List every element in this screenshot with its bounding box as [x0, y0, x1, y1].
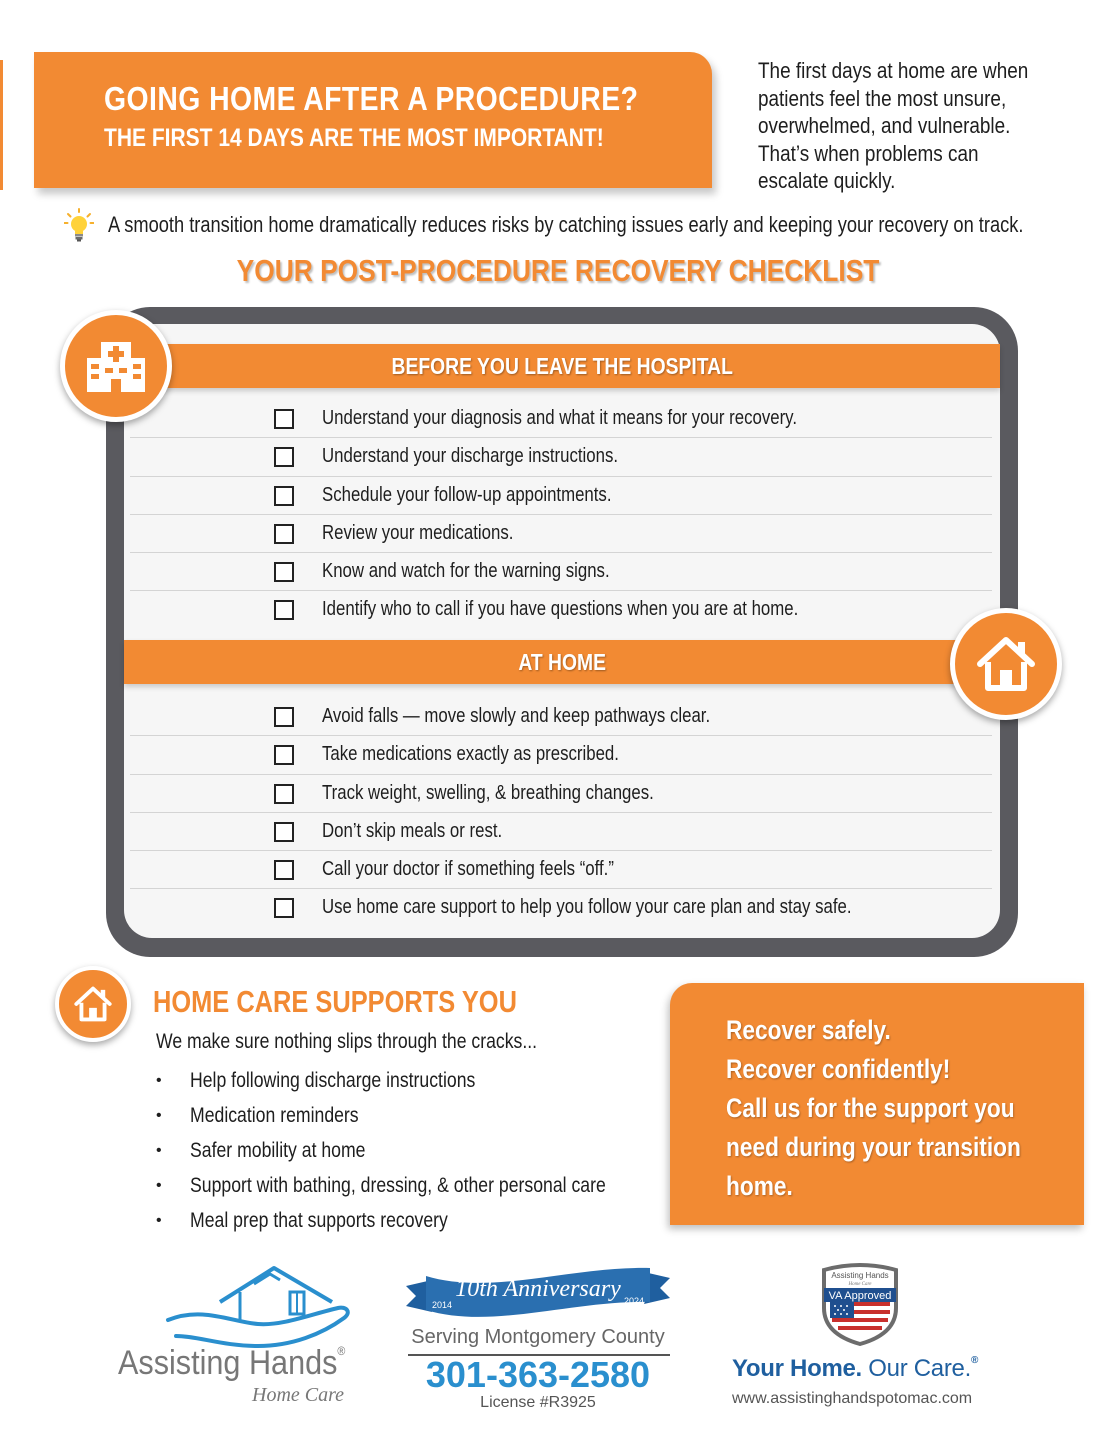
header-banner [34, 52, 712, 188]
checklist-item-label: Review your medications. [322, 521, 514, 544]
intro-line: That’s when problems can [758, 140, 979, 166]
bullet: • [156, 1211, 162, 1229]
list-item [156, 1098, 685, 1133]
checklist-item-label: Understand your diagnosis and what it means for your recovery. [322, 407, 797, 429]
list-item [156, 1133, 685, 1168]
checkbox[interactable] [274, 707, 294, 727]
checklist-item-label: Know and watch for the warning signs. [322, 560, 610, 583]
header-subtitle: THE FIRST 14 DAYS ARE THE MOST IMPORTANT! [104, 124, 604, 152]
checklist-item [130, 698, 992, 736]
list-item-label: Meal prep that supports recovery [190, 1208, 448, 1232]
checklist-item-label: Avoid falls — move slowly and keep pathways clear. [322, 705, 711, 727]
house-in-hand-logo-icon [162, 1262, 362, 1352]
tip-text: A smooth transition home dramatically reduces risks by catching issues early and keeping your recovery on track. [108, 212, 1024, 237]
checkbox[interactable] [274, 822, 294, 842]
callout-line: Recover confidently! [726, 1054, 951, 1084]
svg-text:Home Care: Home Care [848, 1282, 872, 1287]
checklist-item [130, 515, 992, 553]
tagline: Your Home. Our Care.® [732, 1355, 979, 1382]
intro-line: overwhelmed, and vulnerable. [758, 113, 1011, 138]
website-link[interactable]: www.assistinghandspotomac.com [732, 1390, 973, 1407]
anniversary-start-year: 2014 [432, 1300, 453, 1310]
checkbox[interactable] [274, 898, 294, 918]
intro-line: escalate quickly. [758, 168, 896, 193]
header-title: GOING HOME AFTER A PROCEDURE? [104, 80, 639, 117]
checkbox[interactable] [274, 784, 294, 804]
checklist-item-label: Use home care support to help you follow your care plan and stay safe. [322, 896, 852, 919]
list-item [156, 1168, 685, 1203]
checkbox[interactable] [274, 745, 294, 765]
anniversary-end-year: 2024 [624, 1296, 645, 1306]
checklist-item [130, 438, 992, 476]
section-title: AT HOME [518, 649, 606, 675]
anniversary-text: 10th Anniversary [455, 1276, 621, 1302]
bullet: • [156, 1176, 162, 1194]
checklist-item [130, 889, 992, 927]
callout-line: Recover safely. [726, 1015, 891, 1045]
checklist-item [130, 775, 992, 813]
bullet: • [156, 1106, 162, 1124]
supports-title: HOME CARE SUPPORTS YOU [153, 984, 517, 1019]
callout-box [670, 983, 1084, 1225]
list-item-label: Support with bathing, dressing, & other personal care [190, 1173, 606, 1197]
section-header-home [124, 640, 1000, 684]
checklist-item-label: Don’t skip meals or rest. [322, 819, 503, 842]
logo-subtitle: Home Care [252, 1384, 345, 1406]
checklist-home [130, 698, 992, 928]
anniversary-block [402, 1262, 674, 1412]
checkbox[interactable] [274, 600, 294, 620]
checkbox[interactable] [274, 860, 294, 880]
checklist-item [130, 591, 992, 629]
svg-text:VA Approved: VA Approved [828, 1290, 892, 1302]
checklist-item [130, 813, 992, 851]
va-approved-badge [818, 1262, 902, 1346]
page-edge-accent [0, 60, 3, 190]
checkbox[interactable] [274, 562, 294, 582]
svg-text:Assisting Hands: Assisting Hands [831, 1271, 889, 1280]
checkbox[interactable] [274, 524, 294, 544]
checklist-item [130, 400, 992, 438]
lightbulb-icon [64, 208, 94, 242]
list-item [156, 1063, 685, 1098]
intro-line: patients feel the most unsure, [758, 85, 1007, 111]
checklist-item-label: Track weight, swelling, & breathing changes. [322, 781, 654, 804]
checkbox[interactable] [274, 486, 294, 506]
supports-subtitle: We make sure nothing slips through the cracks... [156, 1030, 538, 1053]
checklist-item [130, 851, 992, 889]
bullet: • [156, 1141, 162, 1159]
list-item [156, 1203, 685, 1238]
license-number: License #R3925 [480, 1394, 596, 1411]
list-item-label: Safer mobility at home [190, 1138, 366, 1162]
section-header-hospital [124, 344, 1000, 388]
section-title: BEFORE YOU LEAVE THE HOSPITAL [391, 353, 733, 379]
callout-line: Call us for the support you [726, 1093, 1015, 1123]
list-item-label: Medication reminders [190, 1103, 359, 1127]
callout-line: need during your transition [726, 1132, 1021, 1162]
checklist-item-label: Understand your discharge instructions. [322, 445, 619, 468]
house-icon-badge-small [55, 966, 131, 1042]
checkbox[interactable] [274, 409, 294, 429]
intro-paragraph [758, 57, 1042, 195]
checklist-hospital [130, 400, 992, 630]
intro-line: The first days at home are when [758, 58, 1029, 83]
supports-list [156, 1063, 685, 1238]
checklist-item-label: Take medications exactly as prescribed. [322, 743, 619, 766]
list-item-label: Help following discharge instructions [190, 1068, 476, 1092]
checklist-item-label: Identify who to call if you have questions when you are at home. [322, 598, 799, 621]
bullet: • [156, 1071, 162, 1089]
house-icon [73, 986, 113, 1022]
checklist-title: YOUR POST-PROCEDURE RECOVERY CHECKLIST [236, 253, 880, 288]
house-icon [976, 636, 1036, 692]
checklist-item-label: Schedule your follow-up appointments. [322, 483, 612, 506]
hospital-icon [83, 336, 149, 396]
checklist-item-label: Call your doctor if something feels “off.” [322, 858, 614, 881]
tip-row [64, 208, 1116, 242]
checklist-item [130, 553, 992, 591]
serving-area: Serving Montgomery County [411, 1326, 665, 1348]
assisting-hands-logo [112, 1262, 372, 1412]
logo-wordmark: Assisting Hands® [118, 1344, 346, 1382]
checklist-item [130, 736, 992, 774]
callout-line: home. [726, 1171, 793, 1201]
phone-number[interactable]: 301-363-2580 [425, 1354, 651, 1395]
checklist-item [130, 477, 992, 515]
checkbox[interactable] [274, 447, 294, 467]
